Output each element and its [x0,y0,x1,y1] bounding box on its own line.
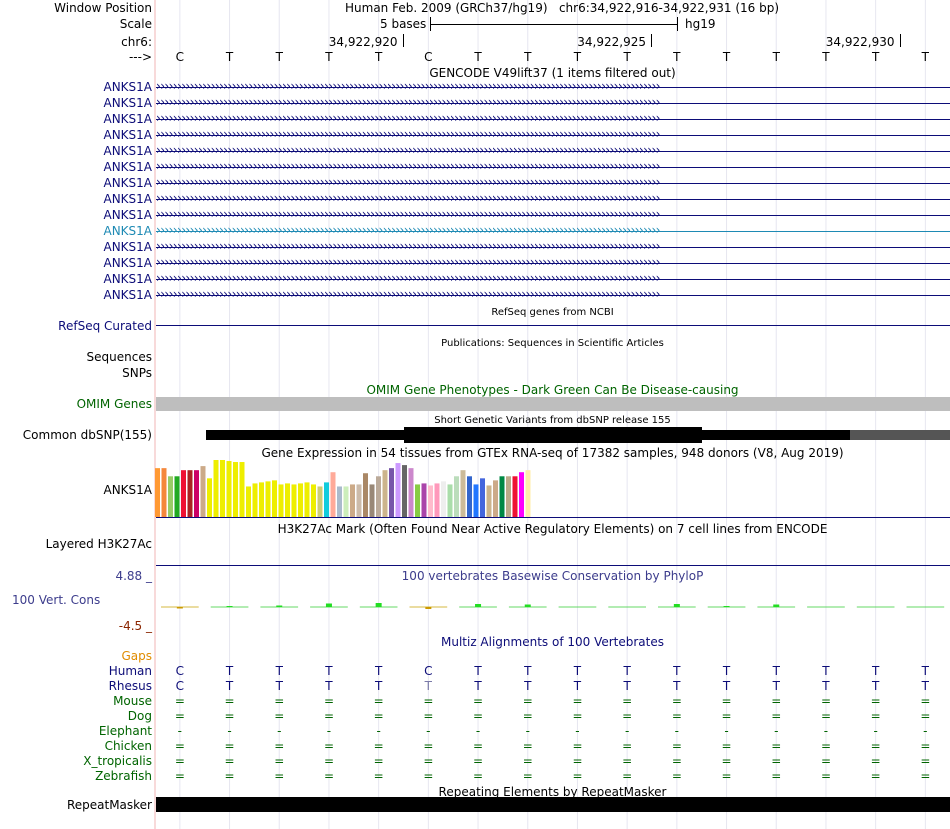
multiz-aligned-base: T [424,679,433,693]
gtex-tissue-bar[interactable] [415,484,420,517]
gtex-tissue-bar[interactable] [331,472,336,517]
position-tick-label: 34,922,930 [825,35,895,49]
multiz-aligned-base: = [274,694,285,708]
gtex-tissue-bar[interactable] [298,483,303,517]
multiz-aligned-base: = [522,694,533,708]
multiz-aligned-base: T [325,664,333,678]
multiz-aligned-base: = [920,739,931,753]
multiz-aligned-base: T [474,664,482,678]
multiz-aligned-base: T [673,679,681,693]
multiz-aligned-base: T [524,679,532,693]
multiz-aligned-base: T [325,679,333,693]
gencode-transcript-label[interactable]: ANKS1A [103,160,152,174]
gtex-tissue-bar[interactable] [194,470,199,517]
multiz-aligned-base: T [871,664,880,678]
multiz-aligned-base: T [772,679,780,693]
multiz-aligned-base: = [174,709,185,723]
multiz-aligned-base: = [373,739,384,753]
gtex-tissue-bar[interactable] [337,486,342,517]
reference-base: T [573,50,582,64]
gencode-transcript-label[interactable]: ANKS1A [103,240,152,254]
multiz-aligned-base: = [671,769,682,783]
gtex-tissue-bar[interactable] [454,476,459,517]
gencode-transcript-label[interactable]: ANKS1A [103,224,152,238]
multiz-aligned-base: = [870,739,881,753]
gtex-tissue-bar[interactable] [422,483,427,517]
conservation-score-bar[interactable] [326,604,332,608]
multiz-aligned-base: = [870,769,881,783]
reference-base: T [921,50,930,64]
multiz-aligned-base: = [622,739,633,753]
repeatmasker-bar[interactable] [156,797,950,812]
gencode-track-title: GENCODE V49lift37 (1 items filtered out) [429,66,676,80]
gtex-tissue-bar[interactable] [350,484,355,517]
repeatmasker-track-label[interactable]: RepeatMasker [66,798,152,812]
multiz-aligned-base: T [474,679,482,693]
reference-base: C [175,50,185,64]
refseq-track-label[interactable]: RefSeq Curated [58,319,152,333]
multiz-aligned-base: = [373,754,384,768]
gtex-tissue-bar[interactable] [279,484,284,517]
multiz-aligned-base: - [674,724,680,738]
multiz-aligned-base: T [722,679,731,693]
gtex-tissue-bar[interactable] [357,484,362,517]
multiz-aligned-base: = [274,754,285,768]
multiz-aligned-base: = [473,754,484,768]
reference-base: T [623,50,631,64]
reference-base: T [772,50,780,64]
gtex-tissue-bar[interactable] [285,483,290,517]
conservation-score-bar[interactable] [425,607,431,609]
conservation-score-bar[interactable] [227,606,233,607]
gencode-strand-arrows: ›››››››››››››››››››››››››››››››››››››››››››››››››››››››››››››››››››››››››››››››››››››››››››››››››››››››››››››››››››››››› [156,111,660,125]
window-position-label: Window Position [54,1,152,15]
gencode-transcript-label[interactable]: ANKS1A [103,192,152,206]
gtex-tissue-bar[interactable] [168,476,173,517]
gtex-tissue-bar[interactable] [253,483,258,517]
multiz-aligned-base: T [722,664,731,678]
gtex-tissue-bar[interactable] [162,468,167,517]
reference-base: C [424,50,433,64]
multiz-aligned-base: T [871,679,880,693]
gtex-tissue-bar[interactable] [493,480,498,517]
multiz-aligned-base: - [873,724,878,738]
multiz-aligned-base: T [623,679,631,693]
multiz-aligned-base: = [274,769,285,783]
multiz-aligned-base: - [426,724,431,738]
multiz-aligned-base: = [820,754,831,768]
multiz-aligned-base: = [174,694,185,708]
gtex-tissue-bar[interactable] [292,484,297,517]
omim-gene-bar[interactable] [156,397,950,411]
gtex-tissue-bar[interactable] [519,472,524,517]
multiz-aligned-base: T [374,664,383,678]
multiz-aligned-base: T [822,664,830,678]
multiz-aligned-base: C [175,679,185,693]
multiz-aligned-base: = [771,709,782,723]
multiz-aligned-base: T [275,664,283,678]
reference-base: T [225,50,234,64]
multiz-aligned-base: = [323,694,334,708]
reference-base: T [325,50,333,64]
multiz-gaps-label: Gaps [121,649,152,663]
conservation-score-bar[interactable] [773,605,779,608]
conservation-track-title: 100 vertebrates Basewise Conservation by PhyloP [401,569,704,583]
multiz-aligned-base: - [525,724,530,738]
multiz-aligned-base: = [423,694,434,708]
gencode-transcript-label[interactable]: ANKS1A [103,176,152,190]
multiz-aligned-base: T [374,679,383,693]
multiz-aligned-base: - [475,724,481,738]
multiz-aligned-base: = [721,694,732,708]
gtex-tissue-bar[interactable] [402,465,407,517]
dbsnp-variant-bar-3[interactable] [850,430,950,440]
refseq-track-title: RefSeq genes from NCBI [491,307,614,318]
gencode-strand-arrows: ›››››››››››››››››››››››››››››››››››››››››››››››››››››››››››››››››››››››››››››››››››››››››››››››››››››››››››››››››››››››› [156,191,660,205]
gencode-strand-arrows: ›››››››››››››››››››››››››››››››››››››››››››››››››››››››››››››››››››››››››››››››››››››››››››››››››››››››››››››››››››››››› [156,95,660,109]
gtex-tissue-bar[interactable] [324,482,329,517]
gencode-transcript-label[interactable]: ANKS1A [103,256,152,270]
multiz-aligned-base: = [572,754,583,768]
gtex-tissue-bar[interactable] [246,486,251,517]
gtex-tissue-bar[interactable] [227,461,232,517]
conservation-max-label: 4.88 _ [115,569,152,583]
multiz-aligned-base: T [921,664,930,678]
multiz-aligned-base: = [870,694,881,708]
gencode-strand-arrows: ›››››››››››››››››››››››››››››››››››››››››››››››››››››››››››››››››››››››››››››››››››››››››››››››››››››››››››››››››››››››› [156,255,660,269]
multiz-aligned-base: = [174,754,185,768]
scale-bar-text: 5 bases [380,17,427,31]
gtex-tissue-bar[interactable] [259,482,264,517]
multiz-aligned-base: - [575,724,580,738]
gtex-tissue-bar[interactable] [214,460,219,517]
h3k27ac-baseline [156,565,950,566]
multiz-aligned-base: = [323,769,334,783]
multiz-aligned-base: = [423,739,434,753]
publications-track-title: Publications: Sequences in Scientific Articles [441,338,664,349]
multiz-aligned-base: - [227,724,232,738]
multiz-aligned-base: T [623,664,631,678]
multiz-aligned-base: = [274,739,285,753]
multiz-aligned-base: = [224,754,235,768]
scale-db-label: hg19 [685,17,716,31]
gtex-tissue-bar[interactable] [428,485,433,517]
window-position-value: Human Feb. 2009 (GRCh37/hg19) chr6:34,922,916-34,922,931 (16 bp) [345,1,780,15]
conservation-score-bar[interactable] [525,605,531,608]
gtex-tissue-bar[interactable] [175,476,180,517]
omim-track-label[interactable]: OMIM Genes [76,397,152,411]
position-tick-mark [403,34,404,47]
multiz-aligned-base: = [522,739,533,753]
dbsnp-track-title: Short Genetic Variants from dbSNP release 155 [434,415,671,426]
multiz-aligned-base: = [920,694,931,708]
gencode-strand-arrows: ›››››››››››››››››››››››››››››››››››››››››››››››››››››››››››››››››››››››››››››››››››››››››››››››››››››››››››››››››››››››› [156,271,660,285]
multiz-aligned-base: = [870,709,881,723]
conservation-plot[interactable] [155,595,950,620]
multiz-aligned-base: = [522,709,533,723]
multiz-species-label: X_tropicalis [83,754,152,768]
gencode-transcript-label[interactable]: ANKS1A [103,112,152,126]
multiz-aligned-base: - [326,724,332,738]
multiz-aligned-base: = [820,739,831,753]
gtex-tissue-bar[interactable] [220,460,225,517]
gencode-transcript-label[interactable]: ANKS1A [103,96,152,110]
gencode-transcript-label[interactable]: ANKS1A [103,144,152,158]
gtex-tissue-bar[interactable] [155,468,160,517]
multiz-aligned-base: - [923,724,928,738]
multiz-aligned-base: = [820,709,831,723]
multiz-species-label: Dog [127,709,152,723]
multiz-aligned-base: = [224,769,235,783]
gtex-tissue-bar[interactable] [461,470,466,517]
multiz-aligned-base: - [823,724,829,738]
multiz-aligned-base: = [721,739,732,753]
multiz-aligned-base: = [721,754,732,768]
multiz-aligned-base: = [671,739,682,753]
multiz-aligned-base: = [572,709,583,723]
gtex-tissue-bar[interactable] [480,478,485,517]
multiz-aligned-base: = [174,739,185,753]
multiz-aligned-base: = [920,769,931,783]
reference-base: T [374,50,383,64]
multiz-aligned-base: = [721,769,732,783]
gtex-tissue-bar[interactable] [506,476,511,517]
multiz-aligned-base: = [671,694,682,708]
position-tick-label: 34,922,925 [577,35,646,49]
multiz-aligned-base: - [624,724,630,738]
multiz-aligned-base: = [473,694,484,708]
conservation-score-bar[interactable] [475,604,481,607]
chrom-label: chr6: [121,35,152,49]
multiz-aligned-base: = [323,754,334,768]
dbsnp-track-label[interactable]: Common dbSNP(155) [22,428,152,442]
conservation-score-bar[interactable] [376,603,382,607]
gencode-transcript-label[interactable]: ANKS1A [103,80,152,94]
gtex-tissue-bar[interactable] [448,484,453,517]
gtex-tissue-bar[interactable] [389,468,394,517]
h3k27ac-track-label[interactable]: Layered H3K27Ac [45,537,152,551]
gtex-tissue-bar[interactable] [435,483,440,517]
reference-base: T [275,50,283,64]
multiz-aligned-base: = [721,709,732,723]
gencode-strand-arrows: ›››››››››››››››››››››››››››››››››››››››››››››››››››››››››››››››››››››››››››››››››››››››››››››››››››››››››››››››››››››››› [156,175,660,189]
multiz-aligned-base: = [423,754,434,768]
publications-sequences-label[interactable]: Sequences [86,350,152,364]
multiz-aligned-base: T [772,664,780,678]
multiz-aligned-base: - [376,724,381,738]
multiz-aligned-base: - [774,724,779,738]
multiz-aligned-base: T [573,679,582,693]
conservation-score-bar[interactable] [674,604,680,607]
multiz-aligned-base: = [373,694,384,708]
gencode-strand-arrows: ›››››››››››››››››››››››››››››››››››››››››››››››››››››››››››››››››››››››››››››››››››››››››››››››››››››››››››››››››››››››› [156,223,660,237]
multiz-aligned-base: = [572,694,583,708]
multiz-aligned-base: = [771,739,782,753]
repeatmasker-track-title: Repeating Elements by RepeatMasker [438,785,667,799]
reference-base: T [474,50,482,64]
multiz-aligned-base: = [224,709,235,723]
gtex-tissue-bar[interactable] [272,480,277,517]
strand-label: ---> [128,50,152,64]
gencode-strand-arrows: ›››››››››››››››››››››››››››››››››››››››››››››››››››››››››››››››››››››››››››››››››››››››››››››››››››››››››››››››››››››››› [156,239,660,253]
multiz-aligned-base: T [225,664,234,678]
multiz-aligned-base: = [870,754,881,768]
multiz-aligned-base: = [224,694,235,708]
multiz-aligned-base: T [673,664,681,678]
gtex-tissue-bar[interactable] [240,462,245,517]
gtex-tissue-bar[interactable] [188,470,193,517]
gtex-tissue-bar[interactable] [266,481,271,517]
gtex-expression-chart[interactable] [155,459,950,519]
gtex-tissue-bar[interactable] [513,476,518,517]
gencode-strand-arrows: ›››››››››››››››››››››››››››››››››››››››››››››››››››››››››››››››››››››››››››››››››››››››››››››››››››››››››››››››››››››››› [156,127,660,141]
gtex-tissue-bar[interactable] [467,476,472,517]
reference-base: T [822,50,830,64]
gtex-tissue-bar[interactable] [363,473,368,517]
gtex-tissue-bar[interactable] [376,476,381,517]
gtex-tissue-bar[interactable] [474,484,479,517]
gtex-tissue-bar[interactable] [526,470,531,517]
multiz-species-label: Rhesus [108,679,152,693]
gencode-strand-arrows: ›››››››››››››››››››››››››››››››››››››››››››››››››››››››››››››››››››››››››››››››››››››››››››››››››››››››››››››››››››››››› [156,79,660,93]
reference-base: T [722,50,731,64]
multiz-species-label: Elephant [98,724,152,738]
conservation-min-label: -4.5 _ [118,619,152,633]
multiz-aligned-base: = [771,769,782,783]
multiz-aligned-base: - [724,724,729,738]
multiz-aligned-base: = [572,769,583,783]
gtex-tissue-bar[interactable] [344,486,349,517]
multiz-aligned-base: = [423,769,434,783]
reference-base: T [524,50,532,64]
multiz-aligned-base: C [424,664,433,678]
multiz-aligned-base: T [524,664,532,678]
position-tick-mark [900,34,901,47]
gencode-strand-arrows: ›››››››››››››››››››››››››››››››››››››››››››››››››››››››››››››››››››››››››››››››››››››››››››››››››››››››››››››››››››››››› [156,159,660,173]
multiz-aligned-base: = [572,739,583,753]
multiz-aligned-base: C [175,664,185,678]
multiz-aligned-base: = [820,769,831,783]
multiz-aligned-base: = [671,709,682,723]
publications-snps-label[interactable]: SNPs [122,366,152,380]
conservation-track-label[interactable]: 100 Vert. Cons [12,593,101,607]
multiz-aligned-base: - [277,724,282,738]
multiz-aligned-base: = [920,754,931,768]
gtex-tissue-bar[interactable] [441,481,446,517]
omim-track-title: OMIM Gene Phenotypes - Dark Green Can Be Disease-causing [366,383,739,397]
multiz-species-label: Mouse [113,694,152,708]
multiz-species-label: Chicken [104,739,152,753]
refseq-track-line [156,325,950,326]
gtex-tissue-bar[interactable] [207,478,212,517]
multiz-aligned-base: = [820,694,831,708]
multiz-aligned-base: T [573,664,582,678]
multiz-aligned-base: = [323,739,334,753]
multiz-aligned-base: = [473,709,484,723]
scale-bar [430,17,678,31]
position-tick-label: 34,922,920 [328,35,398,49]
multiz-aligned-base: = [473,739,484,753]
multiz-aligned-base: - [177,724,183,738]
multiz-aligned-base: = [323,709,334,723]
multiz-track-title: Multiz Alignments of 100 Vertebrates [440,635,665,649]
scale-label: Scale [119,17,152,31]
gencode-transcript-label[interactable]: ANKS1A [103,288,152,302]
multiz-aligned-base: = [423,709,434,723]
gencode-transcript-label[interactable]: ANKS1A [103,208,152,222]
multiz-aligned-base: = [671,754,682,768]
multiz-aligned-base: = [373,709,384,723]
gtex-tissue-bar[interactable] [383,470,388,517]
gencode-transcript-label[interactable]: ANKS1A [103,128,152,142]
multiz-aligned-base: = [473,769,484,783]
gtex-track-title: Gene Expression in 54 tissues from GTEx RNA-seq of 17382 samples, 948 donors (V8, Aug 2019) [261,446,844,460]
multiz-aligned-base: = [920,709,931,723]
multiz-aligned-base: = [174,769,185,783]
multiz-aligned-base: = [224,739,235,753]
multiz-aligned-base: = [771,754,782,768]
multiz-aligned-base: T [921,679,930,693]
multiz-aligned-base: = [373,769,384,783]
multiz-aligned-base: T [225,679,234,693]
conservation-score-bar[interactable] [724,606,730,607]
multiz-aligned-base: T [822,679,830,693]
gtex-tissue-bar[interactable] [305,482,310,517]
conservation-score-bar[interactable] [177,607,183,609]
gtex-tissue-bar[interactable] [181,470,186,517]
gtex-tissue-bar[interactable] [500,476,505,517]
gtex-tissue-bar[interactable] [409,468,414,517]
gtex-tissue-bar[interactable] [201,466,206,517]
gtex-tissue-bar[interactable] [311,484,316,517]
conservation-score-bar[interactable] [276,606,282,608]
multiz-aligned-base: = [771,694,782,708]
gtex-tissue-bar[interactable] [233,462,238,517]
multiz-species-label: Human [108,664,152,678]
gtex-gene-label[interactable]: ANKS1A [103,483,152,497]
gtex-tissue-bar[interactable] [487,485,492,517]
multiz-aligned-base: = [622,754,633,768]
gencode-strand-arrows: ›››››››››››››››››››››››››››››››››››››››››››››››››››››››››››››››››››››››››››››››››››››››››››››››››››››››››››››››››››››››› [156,143,660,157]
multiz-species-label: Zebrafish [95,769,152,783]
multiz-aligned-base: = [274,709,285,723]
reference-base: T [673,50,681,64]
reference-base: T [871,50,880,64]
multiz-aligned-base: = [522,769,533,783]
gencode-strand-arrows: ›››››››››››››››››››››››››››››››››››››››››››››››››››››››››››››››››››››››››››››››››››››››››››››››››››››››››››››››››››››››› [156,207,660,221]
gtex-baseline [156,517,950,518]
position-tick-mark [651,34,652,47]
multiz-aligned-base: = [622,694,633,708]
dbsnp-variant-bar-2[interactable] [404,427,702,443]
h3k27ac-track-title: H3K27Ac Mark (Often Found Near Active Regulatory Elements) on 7 cell lines from ENCODE [277,522,828,536]
gtex-tissue-bar[interactable] [396,463,401,517]
multiz-aligned-base: T [275,679,283,693]
multiz-aligned-base: = [622,709,633,723]
multiz-aligned-base: = [522,754,533,768]
gencode-transcript-label[interactable]: ANKS1A [103,272,152,286]
gtex-tissue-bar[interactable] [370,484,375,517]
gencode-strand-arrows: ›››››››››››››››››››››››››››››››››››››››››››››››››››››››››››››››››››››››››››››››››››››››››››››››››››››››››››››››››››››››› [156,287,660,301]
gtex-tissue-bar[interactable] [318,486,323,517]
multiz-aligned-base: = [622,769,633,783]
